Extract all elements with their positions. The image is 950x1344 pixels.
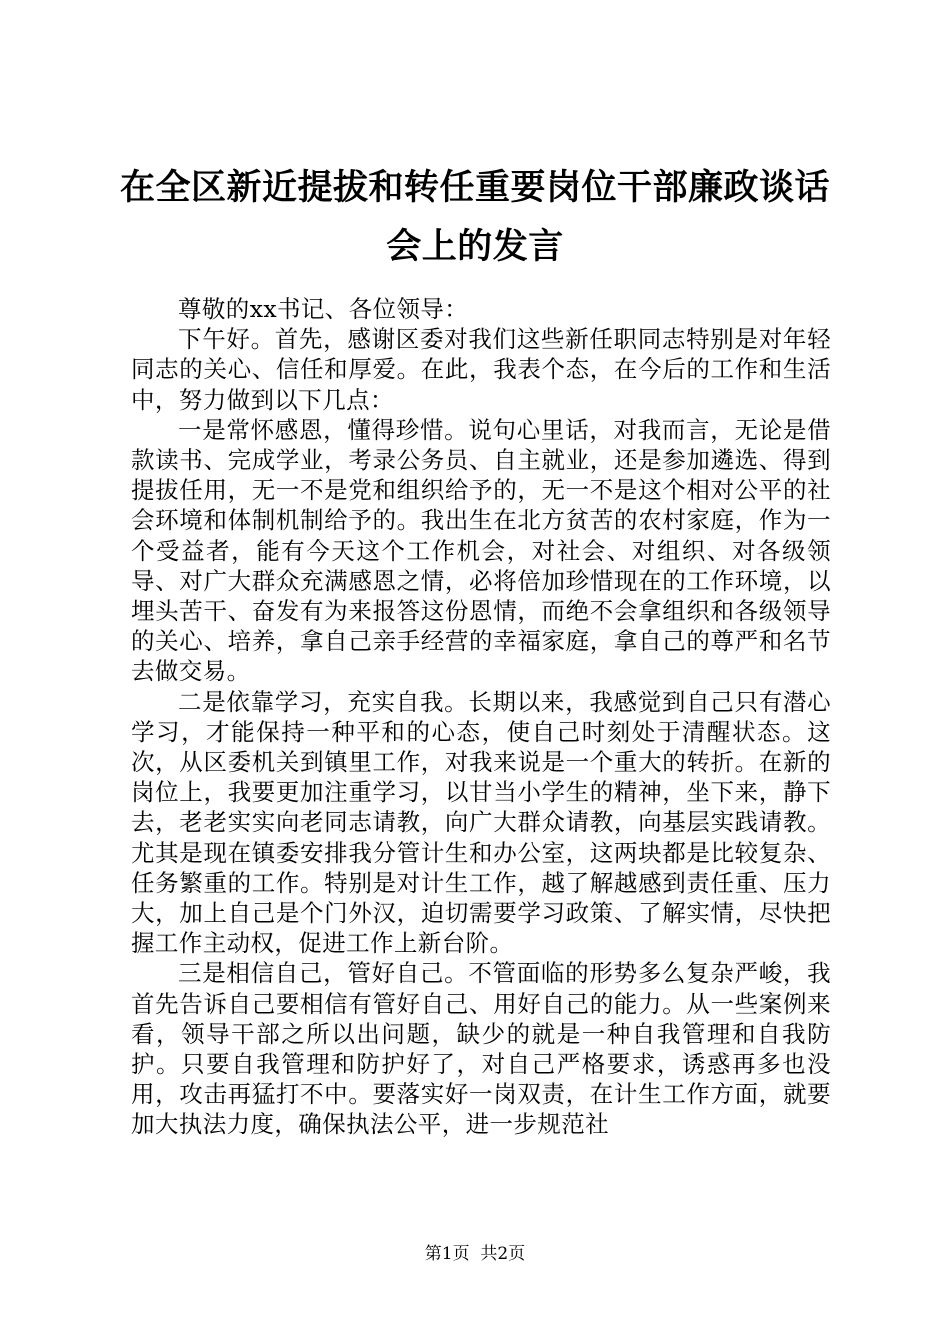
title-line-2: 会上的发言 — [386, 226, 564, 267]
page-number-footer: 第1页 共2页 — [424, 1244, 526, 1264]
point-one-paragraph: 一是常怀感恩，懂得珍惜。说句心里话，对我而言，无论是借款读书、完成学业，考录公务员、自主就业，还是参加遴选、得到提拔任用，无一不是党和组织给予的，无一不是这个相对公平的社会环境和体制机制给予的。我出生在北方贫苦的农村家庭，作为一个受益者，能有今天这个工作机会，对社会、对组织、对各级领导、对广大群众充满感恩之情，必将倍加珍惜现在的工作环境，以埋头苦干、奋发有为来报答这份恩情，而绝不会拿组织和各级领导的关心、培养，拿自己亲手经营的幸福家庭，拿自己的尊严和名节去做交易。 — [131, 415, 831, 686]
salutation-paragraph: 尊敬的xx书记、各位领导： — [178, 295, 469, 323]
point-three-paragraph: 三是相信自己，管好自己。不管面临的形势多么复杂严峻，我首先告诉自己要相信有管好自己、用好自己的能力。从一些案例来看，领导干部之所以出问题，缺少的就是一种自我管理和自我防护。只要自我管理和防护好了，对自己严格要求，诱惑再多也没用，攻击再猛打不中。要落实好一岗双责，在计生工作方面，就要加大执法力度，确保执法公平，进一步规范社 — [131, 959, 831, 1139]
title-line-1: 在全区新近提拔和转任重要岗位干部廉政谈话 — [119, 167, 830, 208]
document-title — [110, 158, 840, 276]
document-body — [131, 294, 831, 1140]
point-two-paragraph: 二是依靠学习，充实自我。长期以来，我感觉到自己只有潜心学习，才能保持一种平和的心态，使自己时刻处于清醒状态。这次，从区委机关到镇里工作，对我来说是一个重大的转折。在新的岗位上，我要更加注重学习，以甘当小学生的精神，坐下来，静下去，老老实实向老同志请教，向广大群众请教，向基层实践请教。尤其是现在镇委安排我分管计生和办公室，这两块都是比较复杂、任务繁重的工作。特别是对计生工作，越了解越感到责任重、压力大，加上自己是个门外汉，迫切需要学习政策、了解实情，尽快把握工作主动权，促进工作上新台阶。 — [131, 687, 831, 958]
greeting-paragraph: 下午好。首先，感谢区委对我们这些新任职同志特别是对年轻同志的关心、信任和厚爱。在此，我表个态，在今后的工作和生活中，努力做到以下几点： — [131, 325, 831, 414]
